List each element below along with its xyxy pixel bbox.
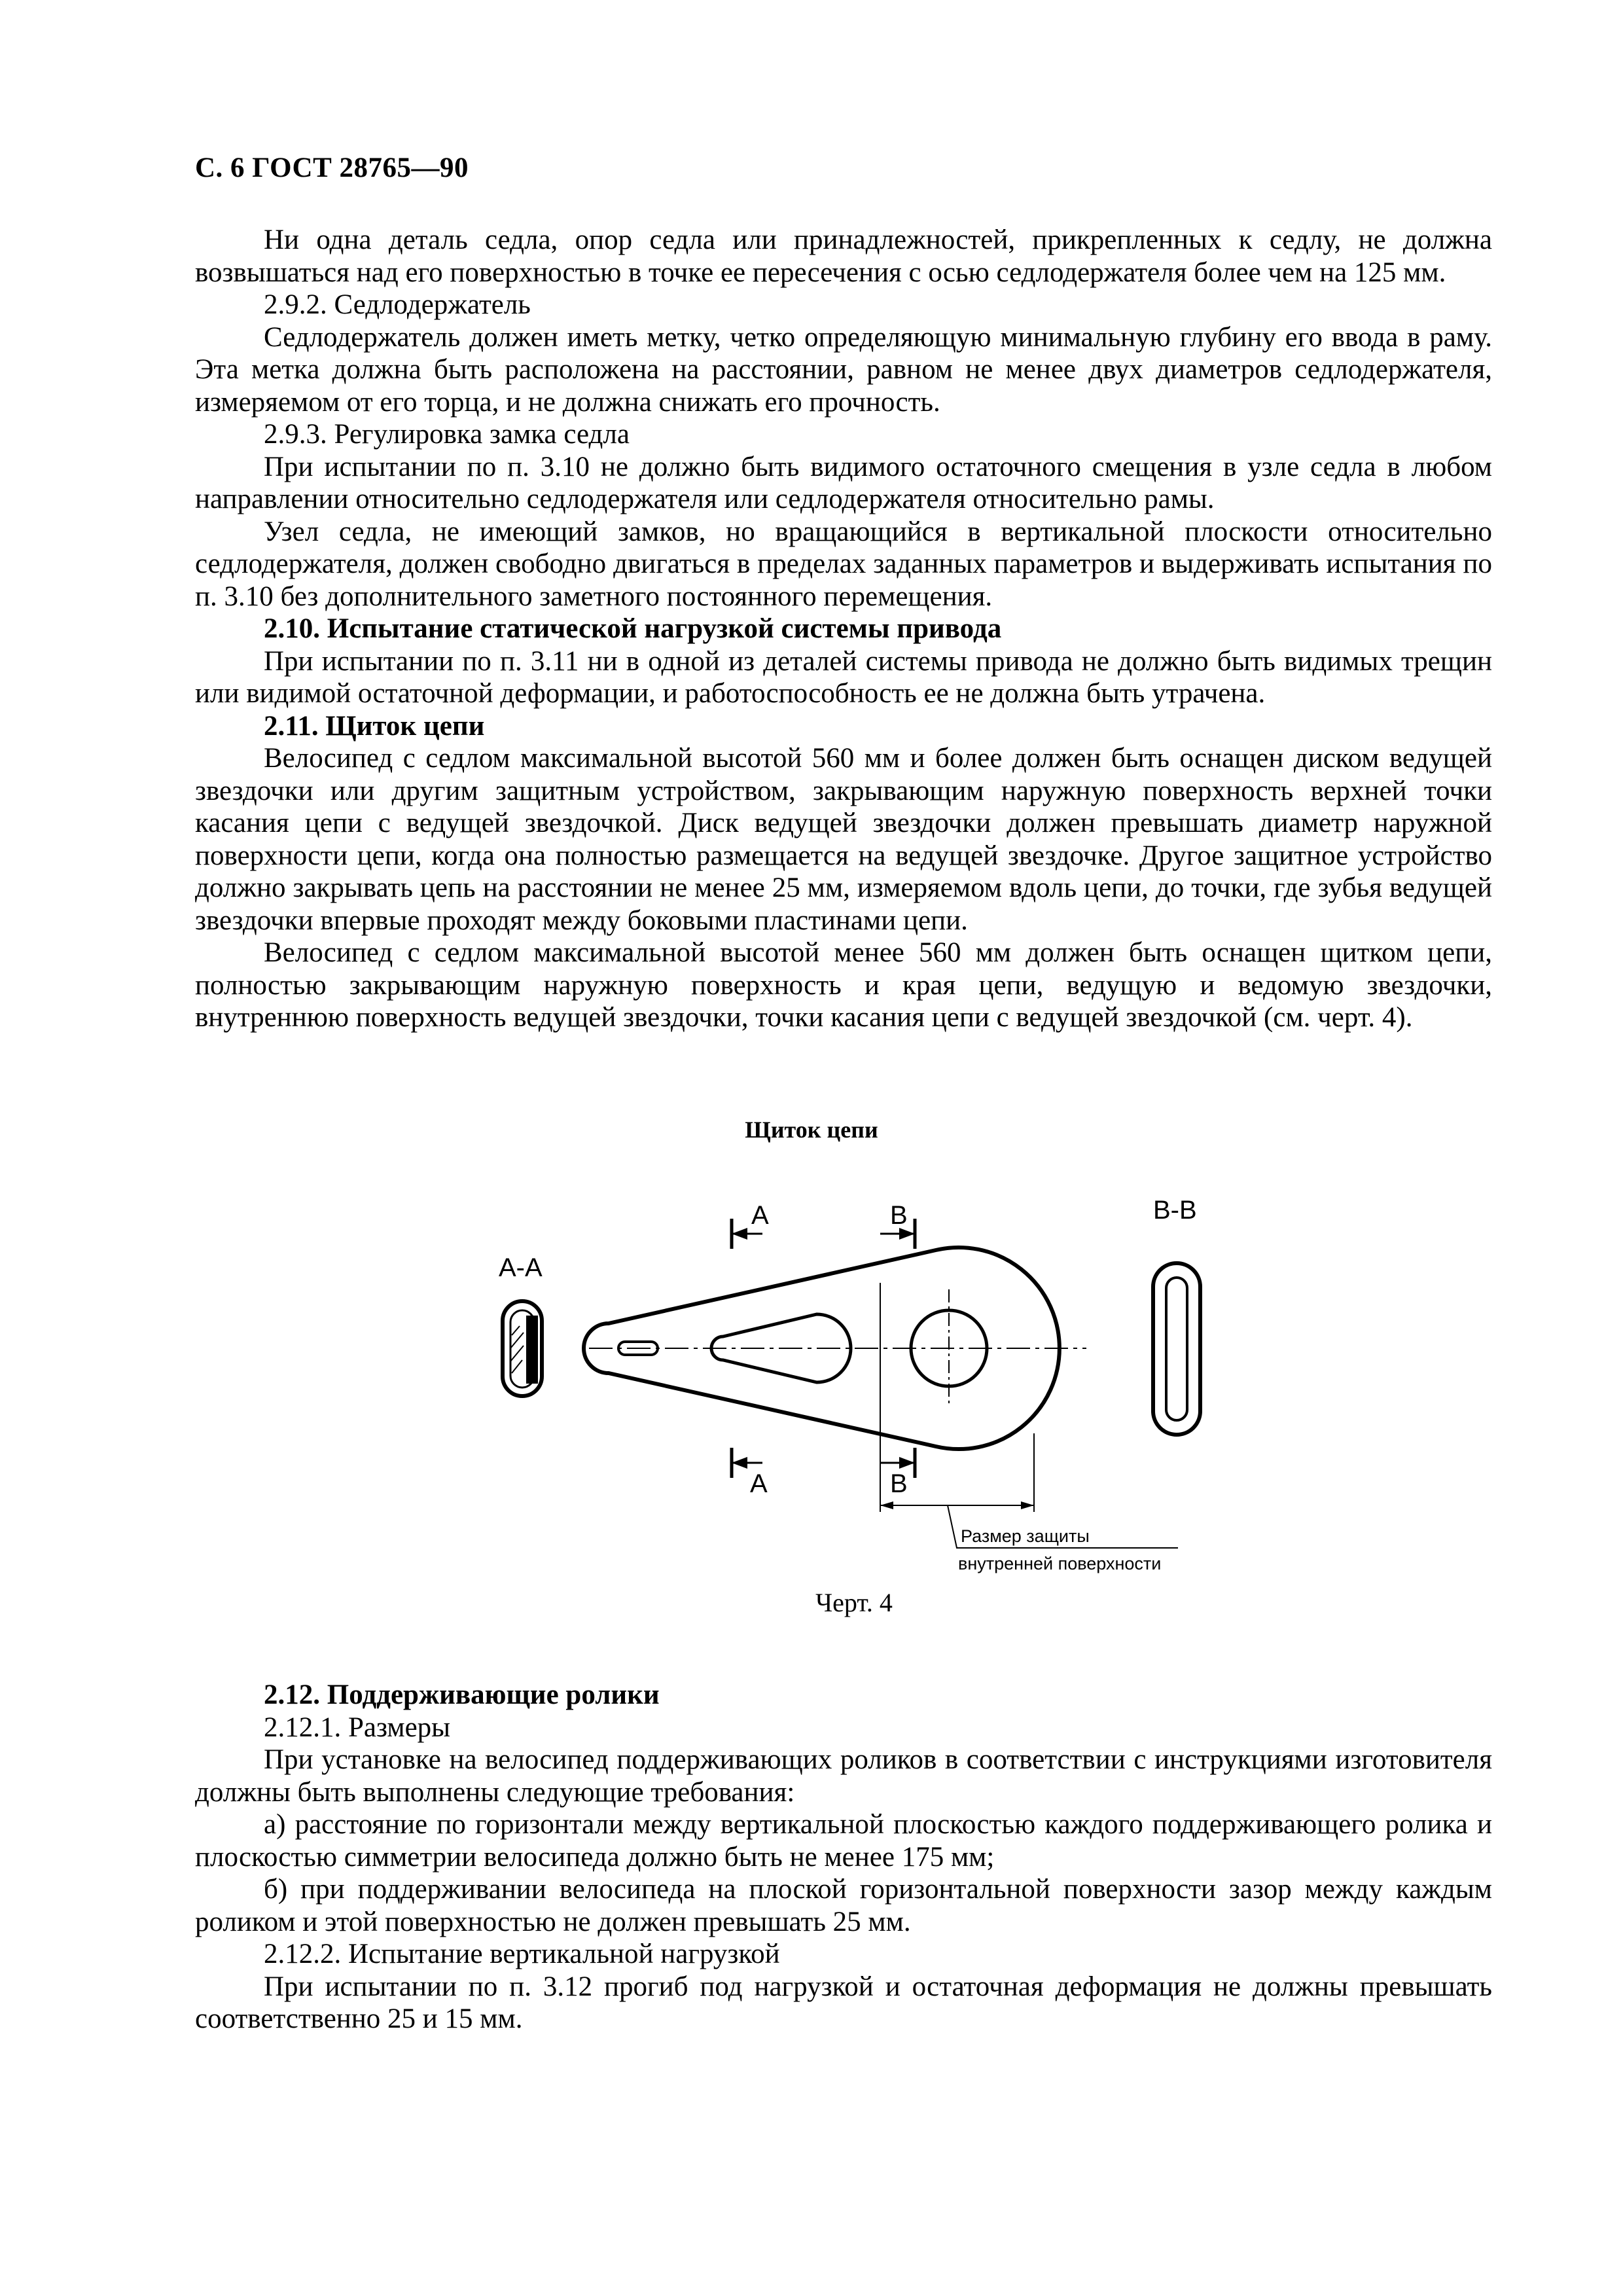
section-label-b-top: В: [890, 1201, 908, 1230]
paragraph: При испытании по п. 3.12 прогиб под нагрузкой и остаточная деформация не должны превышать соответственно 25 и 15 мм.: [195, 1971, 1492, 2034]
paragraph: Узел седла, не имеющий замков, но вращающийся в вертикальной плоскости относительно седлодержателя, должен свободно двигаться в пределах заданных параметров и выдерживать испытания по п. 3.10 без дополнительного заметного постоянного перемещения.: [195, 516, 1492, 612]
paragraph: Велосипед с седлом максимальной высотой менее 560 мм должен быть оснащен щитком цепи, полностью закрывающим наружную поверхность и края цепи, ведущую и ведомую звездочки, внутреннюю поверхность ведущей звездочки, точки касания цепи с ведущей звездочкой (см. черт. 4).: [195, 937, 1492, 1033]
section-label-a-bottom: А: [750, 1469, 768, 1498]
subsection-heading: 2.9.3. Регулировка замка седла: [264, 419, 630, 450]
subsection-heading: 2.12.2. Испытание вертикальной нагрузкой: [264, 1939, 780, 1969]
section-label-b-bottom: В: [890, 1469, 908, 1498]
paragraph: Ни одна деталь седла, опор седла или принадлежностей, прикрепленных к седлу, не должна возвышаться над его поверхностью в точке ее пересечения с осью седлодержателя более чем на 125 мм.: [195, 224, 1492, 288]
section-bb-inner: [1166, 1278, 1187, 1420]
figure-title: Щиток цепи: [745, 1117, 878, 1143]
dimension-note-line1: Размер защиты: [961, 1526, 1090, 1546]
list-item: а) расстояние по горизонтали между вертикальной плоскостью каждого поддерживающего ролика и плоскостью симметрии велосипеда должно быть не менее 175 мм;: [195, 1809, 1492, 1873]
figure-caption: Черт. 4: [815, 1588, 893, 1617]
paragraph: При испытании по п. 3.11 ни в одной из деталей системы привода не должно быть видимых трещин или видимой остаточной деформации, и работоспособность ее не должна быть утрачена.: [195, 645, 1492, 709]
subsection-heading: 2.12.1. Размеры: [264, 1712, 451, 1743]
section-bb-outer: [1153, 1263, 1200, 1435]
text-block-top: [195, 224, 1492, 1034]
subsection-heading: 2.9.2. Седлодержатель: [264, 289, 531, 320]
paragraph: При установке на велосипед поддерживающих роликов в соответствии с инструкциями изготовителя должны быть выполнены следующие требования:: [195, 1744, 1492, 1808]
list-item: б) при поддерживании велосипеда на плоской горизонтальной поверхности зазор между каждым роликом и этой поверхностью не должен превышать 25 мм.: [195, 1874, 1492, 1937]
section-label-a-top: А: [751, 1201, 769, 1230]
text-block-bottom: [195, 1679, 1492, 2036]
paragraph: При испытании по п. 3.10 не должно быть видимого остаточного смещения в узле седла в любом направлении относительно седлодержателя или седлодержателя относительно рамы.: [195, 451, 1492, 514]
paragraph: Седлодержатель должен иметь метку, четко определяющую минимальную глубину его ввода в раму. Эта метка должна быть расположена на расстоянии, равном не менее двух диаметров седлодержателя, измеряемом от его торца, и не должна снижать его прочность.: [195, 321, 1492, 418]
section-heading: 2.11. Щиток цепи: [264, 710, 485, 742]
section-aa-hatch: [526, 1316, 538, 1384]
section-heading: 2.10. Испытание статической нагрузкой системы привода: [264, 613, 1002, 644]
page-header: С. 6 ГОСТ 28765—90: [195, 152, 469, 183]
section-aa-label: А-А: [499, 1253, 543, 1282]
chain-guard-drawing: [497, 1185, 1217, 1604]
dimension-note-line2: внутренней поверхности: [958, 1554, 1162, 1573]
section-heading: 2.12. Поддерживающие ролики: [264, 1679, 660, 1710]
paragraph: Велосипед с седлом максимальной высотой 560 мм и более должен быть оснащен диском ведущей звездочки или другим защитным устройством, закрывающим наружную поверхность верхней точки касания цепи с ведущей звездочкой. Диск ведущей звездочки должен превышать диаметр наружной поверхности цепи, когда она полностью размещается на ведущей звездочке. Другое защитное устройство должно закрывать цепь на расстоянии не менее 25 мм, измеряемом вдоль цепи, до точки, где зубья ведущей звездочки впервые проходят между боковыми пластинами цепи.: [195, 743, 1492, 936]
section-bb-label: В-В: [1153, 1196, 1197, 1225]
